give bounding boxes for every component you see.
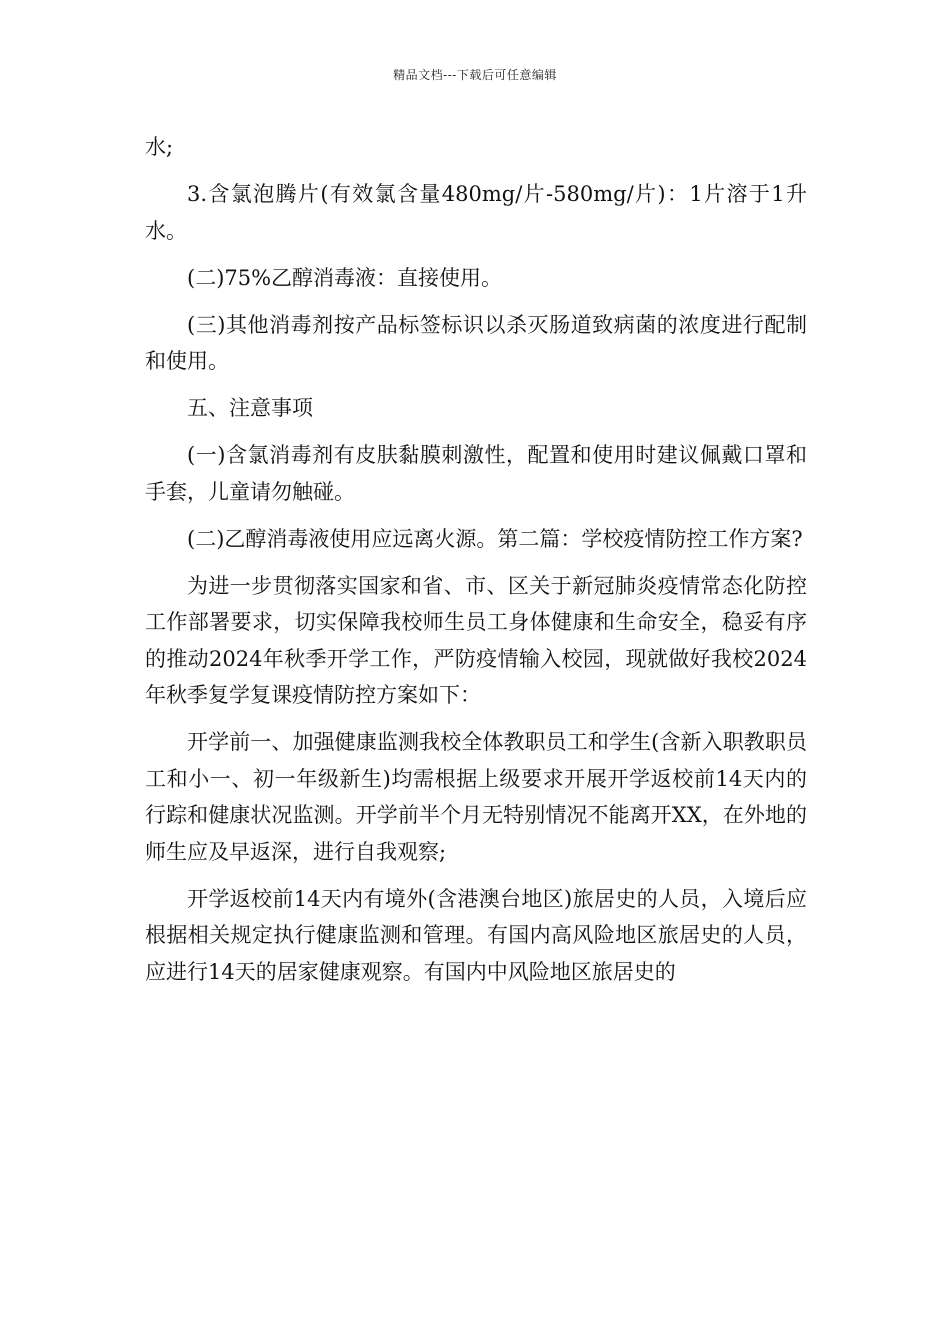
paragraph-chlorine-tablet: 3.含氯泡腾片(有效氯含量480mg/片-580mg/片)：1片溶于1升水。 <box>145 182 807 243</box>
paragraph-ethanol: (二)75%乙醇消毒液：直接使用。 <box>187 265 503 290</box>
page-header: 精品文档---下载后可任意编辑 <box>393 68 557 82</box>
document-body <box>145 129 807 1001</box>
paragraph-precaution-1: (一)含氯消毒剂有皮肤黏膜刺激性，配置和使用时建议佩戴口罩和手套，儿童请勿触碰。 <box>145 443 807 504</box>
paragraph-continuation: 水; <box>145 135 174 159</box>
section-heading-precautions: 五、注意事项 <box>187 396 313 420</box>
paragraph-precaution-2: (二)乙醇消毒液使用应远离火源。第二篇：学校疫情防控工作方案? <box>187 526 803 551</box>
paragraph-other-disinfectants: (三)其他消毒剂按产品标签标识以杀灭肠道致病菌的浓度进行配制和使用。 <box>145 312 807 373</box>
paragraph-health-monitoring: 开学前一、加强健康监测我校全体教职员工和学生(含新入职教职员工和小一、初一年级新生)均需根据上级要求开展开学返校前14天内的行踪和健康状况监测。开学前半个月无特别情况不能离开XX，在外地的师生应及早返深，进行自我观察; <box>145 730 807 864</box>
paragraph-intro: 为进一步贯彻落实国家和省、市、区关于新冠肺炎疫情常态化防控工作部署要求，切实保障我校师生员工身体健康和生命安全，稳妥有序的推动2024年秋季开学工作，严防疫情输入校园，现就做好我校2024年秋季复学复课疫情防控方案如下： <box>145 573 807 707</box>
paragraph-travel-history: 开学返校前14天内有境外(含港澳台地区)旅居史的人员，入境后应根据相关规定执行健康监测和管理。有国内高风险地区旅居史的人员，应进行14天的居家健康观察。有国内中风险地区旅居史的 <box>145 886 807 984</box>
